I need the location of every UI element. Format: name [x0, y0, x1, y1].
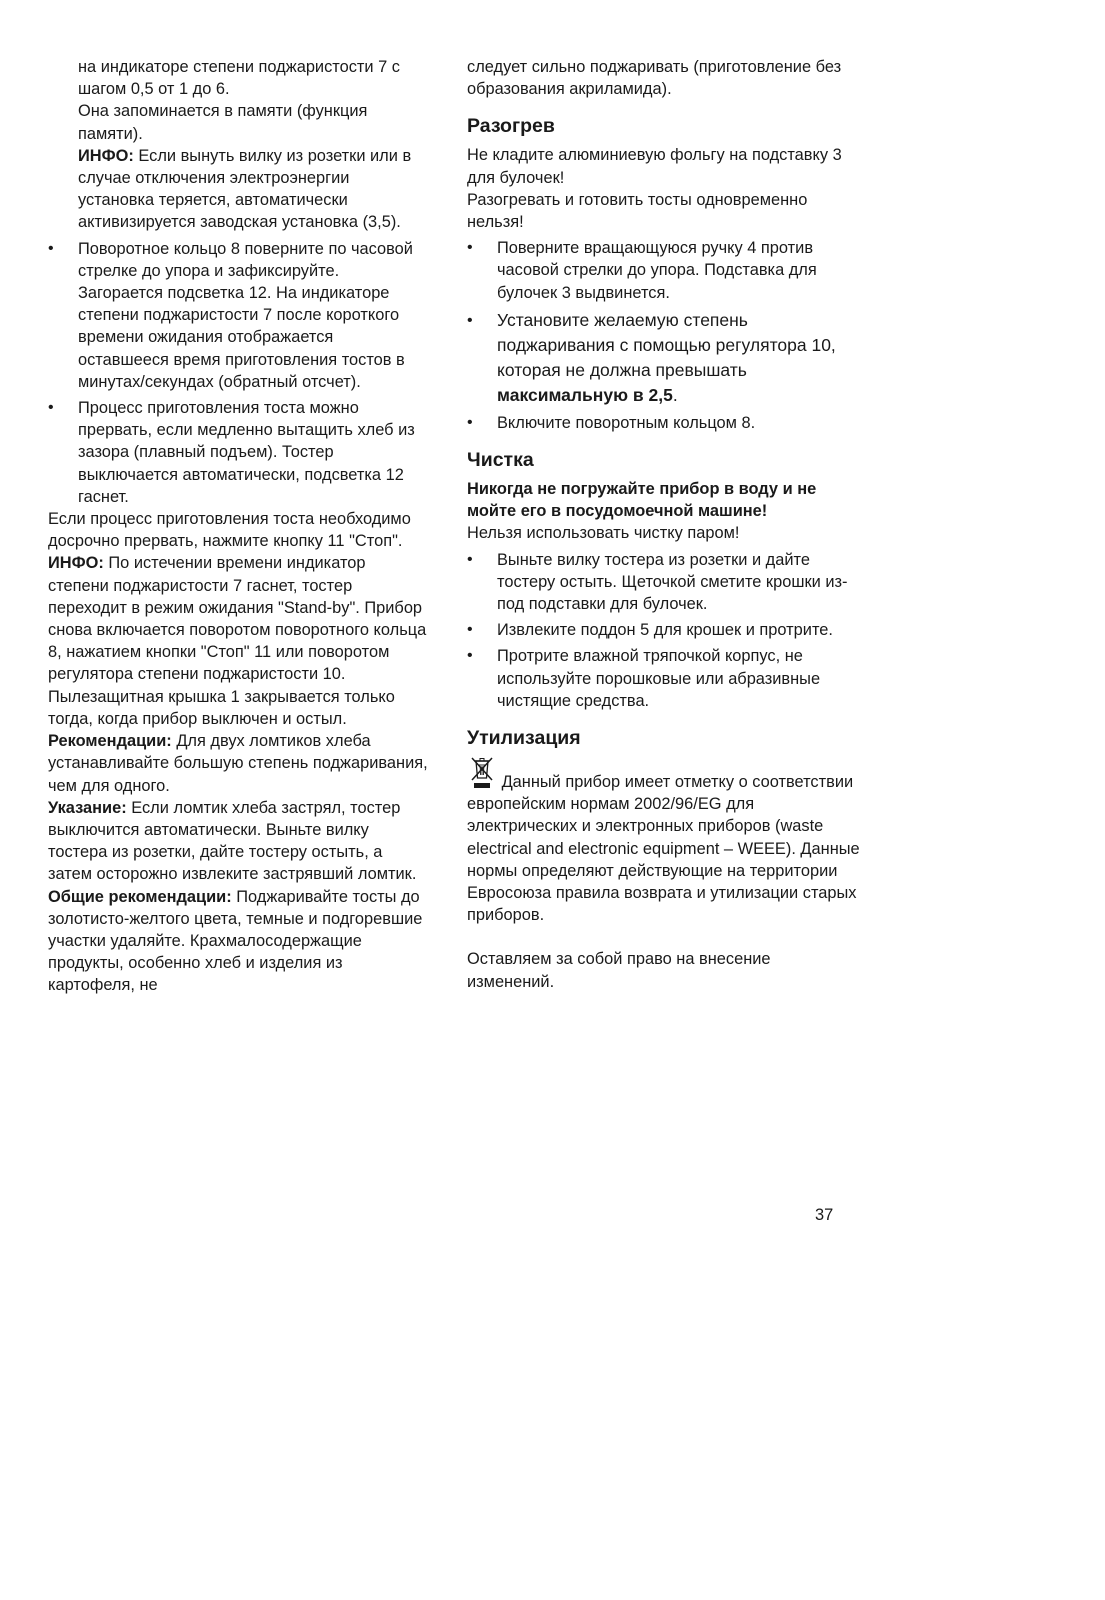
list-item-text: Установите желаемую степень поджаривания с помощью регулятора 10, которая не должна превышать	[497, 309, 836, 380]
bullet: •	[467, 550, 473, 568]
right-column	[467, 56, 862, 993]
page-number: 37	[815, 1206, 834, 1224]
list-item-text: Поворотное кольцо 8 поверните по часовой стрелке до упора и зафиксируйте. Загорается подсветка 12. На индикаторе степени поджаристости 7 после короткого времени ожидания отображается оставшееся время приготовления тостов в минутах/секундах (обратный отсчет).	[78, 239, 413, 391]
list-item-text: Извлеките поддон 5 для крошек и протрите.	[497, 621, 833, 640]
left-column	[48, 56, 428, 997]
list-item-text: Протрите влажной тряпочкой корпус, не используйте порошковые или абразивные чистящие средства.	[497, 647, 821, 710]
list-item	[467, 549, 862, 616]
bullet: •	[48, 399, 54, 417]
list-item	[48, 238, 428, 393]
weee-text: Данный прибор имеет отметку о соответствии европейским нормам 2002/96/EG для электрических и электронных приборов (waste electrical and electronic equipment – WEEE). Данные нормы определяют действующие на территории Евросоюза правила возврата и утилизации старых приборов.	[467, 773, 860, 925]
paragraph-step-setting: на индикаторе степени поджаристости 7 с шагом 0,5 от 1 до 6.	[78, 58, 401, 99]
list-item-text: Поверните вращающуюся ручку 4 против часовой стрелки до упора. Подставка для булочек 3 выдвинется.	[497, 239, 817, 302]
bullet: •	[467, 647, 473, 665]
spacer	[467, 926, 862, 948]
recommendations-label: Рекомендации:	[48, 732, 172, 751]
list-item	[48, 397, 428, 508]
paragraph-stop: Если процесс приготовления тоста необходимо досрочно прервать, нажмите кнопку 11 "Стоп".	[48, 510, 411, 551]
paragraph-acrylamide: следует сильно поджаривать (приготовление без образования акриламида).	[467, 58, 842, 99]
note-text: Если ломтик хлеба застрял, тостер выключится автоматически. Выньте вилку тостера из розетки, дайте тостеру остыть, а затем осторожно извлеките застрявший ломтик.	[48, 798, 417, 884]
heading-reheat: Разогрев	[467, 115, 555, 138]
info-text: Если вынуть вилку из розетки или в случае отключения электроэнергии установка теряется, автоматически активизируется заводская установка (3,5).	[78, 146, 412, 232]
heading-disposal: Утилизация	[467, 727, 581, 750]
info-standby	[48, 552, 428, 685]
bullet: •	[48, 239, 54, 257]
paragraph-no-foil: Не кладите алюминиевую фольгу на подставку 3 для булочек!	[467, 146, 842, 187]
note-label: Указание:	[48, 798, 127, 817]
note	[48, 797, 428, 886]
list-item	[467, 308, 862, 408]
paragraph-changes: Оставляем за собой право на внесение изменений.	[467, 950, 771, 991]
list-item-emphasis: максимальную в 2,5	[497, 384, 673, 405]
info-label: ИНФО:	[48, 554, 104, 573]
crossed-bin-icon	[467, 756, 497, 790]
paragraph-weee	[467, 756, 862, 926]
list-item-text: Выньте вилку тостера из розетки и дайте тостеру остыть. Щеточкой сметите крошки из-под подставки для булочек.	[497, 550, 848, 614]
bullet: •	[467, 239, 473, 257]
list-item-end: .	[672, 384, 678, 405]
bullet: •	[467, 413, 473, 431]
bullet: •	[467, 621, 473, 639]
recommendations	[48, 730, 428, 797]
general-recommendations-text: Поджаривайте тосты до золотисто-желтого цвета, темные и подгоревшие участки удаляйте. Крахмалосодержащие продукты, особенно хлеб и изделия из картофеля, не	[48, 887, 423, 995]
list-item	[467, 412, 862, 434]
heading-cleaning: Чистка	[467, 449, 534, 472]
list-item-text: Процесс приготовления тоста можно прервать, если медленно вытащить хлеб из зазора (плавный подъем). Тостер выключается автоматически, подсветка 12 гаснет.	[78, 399, 415, 506]
bullet: •	[467, 311, 473, 329]
list-item	[467, 645, 862, 712]
info-label: ИНФО:	[78, 146, 134, 165]
info-power-loss	[48, 145, 428, 234]
warning-no-water: Никогда не погружайте прибор в воду и не мойте его в посудомоечной машине!	[467, 480, 817, 521]
paragraph-no-steam: Нельзя использовать чистку паром!	[467, 524, 740, 543]
general-recommendations-label: Общие рекомендации:	[48, 887, 232, 906]
paragraph-not-simultaneously: Разогревать и готовить тосты одновременно нельзя!	[467, 190, 808, 232]
list-item	[467, 619, 862, 641]
info-text: По истечении времени индикатор степени поджаристости 7 гаснет, тостер переходит в режим ожидания "Stand-by". Прибор снова включается поворотом поворотного кольца 8, нажатием кнопки "Стоп" 11 или поворотом регулятора степени поджаристости 10.	[48, 554, 427, 684]
recommendations-text: Для двух ломтиков хлеба устанавливайте большую степень поджаривания, чем для одного.	[48, 732, 428, 795]
paragraph-dust-cover: Пылезащитная крышка 1 закрывается только тогда, когда прибор выключен и остыл.	[48, 687, 395, 728]
list-item	[467, 237, 862, 304]
list-item-text: Включите поворотным кольцом 8.	[497, 413, 756, 432]
general-recommendations	[48, 886, 428, 997]
paragraph-memory: Она запоминается в памяти (функция памяти).	[78, 102, 368, 143]
